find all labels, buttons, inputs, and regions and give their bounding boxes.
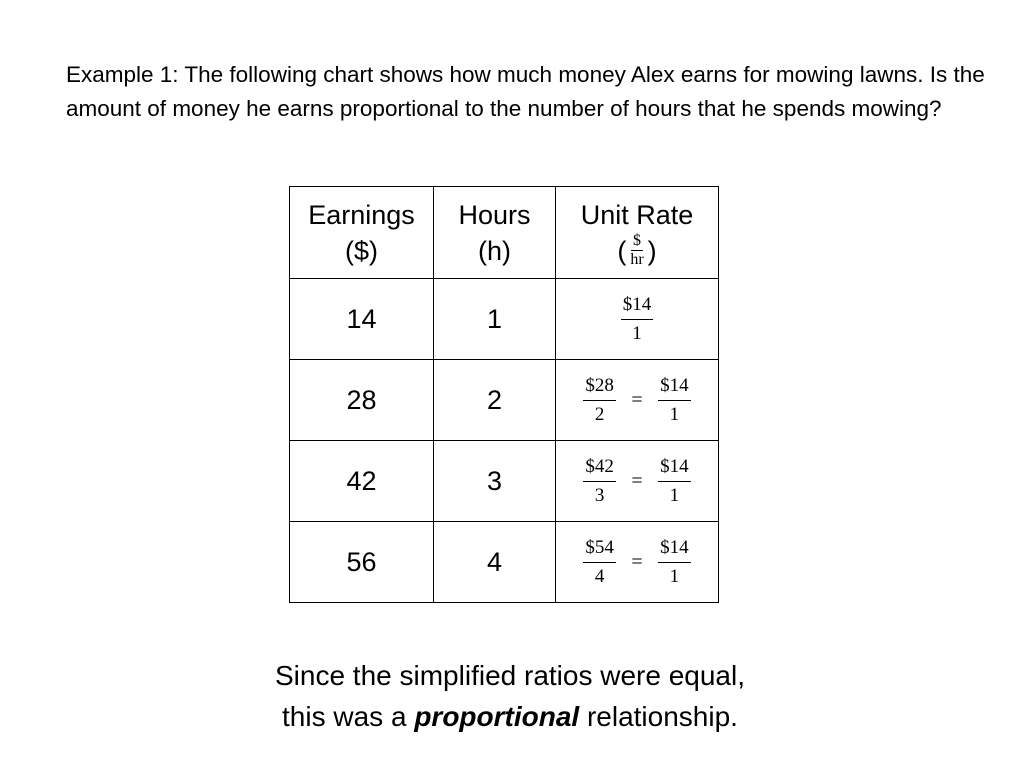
table-row: [290, 360, 719, 441]
unit-fraction: [630, 233, 643, 268]
open-paren: (: [617, 235, 627, 266]
header-hours-unit: (h): [478, 235, 511, 266]
simplified-denominator: 1: [669, 565, 680, 587]
conclusion-emphasis: proportional: [414, 701, 580, 732]
close-paren: ): [647, 235, 657, 266]
conclusion-line-2-end: relationship.: [579, 701, 738, 732]
earnings-cell: 56: [290, 522, 434, 603]
unit-rate-cell: [556, 279, 719, 360]
conclusion-line-1: Since the simplified ratios were equal,: [274, 660, 745, 691]
simplified-numerator: $14: [658, 456, 691, 482]
ratio-denominator: 2: [594, 403, 605, 425]
unit-fraction-numerator: $: [632, 232, 641, 249]
ratio-numerator: $28: [583, 375, 616, 401]
ratio-fraction: [583, 537, 616, 588]
unit-rate-cell: [556, 522, 719, 603]
simplified-fraction: [658, 456, 691, 507]
header-unit-rate: [556, 187, 719, 279]
header-hours-label: Hours: [458, 199, 531, 230]
ratio-numerator: $54: [583, 537, 616, 563]
hours-cell: 3: [434, 441, 556, 522]
header-unit-rate-unit: [617, 233, 656, 269]
equals-sign: =: [631, 550, 643, 573]
header-unit-rate-label: Unit Rate: [580, 199, 694, 230]
unit-fraction-denominator: hr: [630, 251, 644, 268]
intro-text: Example 1: The following chart shows how much money Alex earns for mowing lawns. Is the amount of money he earns proportional to the number of hours that he spends mowing?: [66, 62, 985, 121]
header-earnings: [290, 187, 434, 279]
ratio-fraction: [583, 375, 616, 426]
header-earnings-label: Earnings: [308, 199, 415, 230]
ratio-denominator: 1: [632, 322, 642, 344]
unit-rate-cell: [556, 360, 719, 441]
equals-sign: =: [631, 469, 643, 492]
simplified-numerator: $14: [658, 375, 691, 401]
earnings-cell: 42: [290, 441, 434, 522]
table-header-row: [290, 187, 719, 279]
conclusion-text: [0, 655, 1020, 737]
ratio-numerator: $42: [583, 456, 616, 482]
ratio-numerator: $14: [621, 294, 654, 320]
equals-sign: =: [631, 388, 643, 411]
hours-cell: 2: [434, 360, 556, 441]
ratio-denominator: 3: [594, 484, 605, 506]
simplified-fraction: [658, 375, 691, 426]
conclusion-line-2-start: this was a: [282, 701, 415, 732]
header-hours: [434, 187, 556, 279]
table-row: [290, 441, 719, 522]
simplified-numerator: $14: [658, 537, 691, 563]
table-row: [290, 522, 719, 603]
header-earnings-unit: ($): [345, 235, 378, 266]
ratio-fraction: [621, 294, 654, 345]
simplified-denominator: 1: [669, 484, 680, 506]
simplified-fraction: [658, 537, 691, 588]
earnings-table: [289, 186, 719, 603]
conclusion-line-2: [0, 696, 1020, 737]
hours-cell: 4: [434, 522, 556, 603]
unit-rate-cell: [556, 441, 719, 522]
earnings-cell: 14: [290, 279, 434, 360]
table-row: [290, 279, 719, 360]
simplified-denominator: 1: [669, 403, 680, 425]
ratio-denominator: 4: [594, 565, 605, 587]
earnings-cell: 28: [290, 360, 434, 441]
ratio-fraction: [583, 456, 616, 507]
hours-cell: 1: [434, 279, 556, 360]
